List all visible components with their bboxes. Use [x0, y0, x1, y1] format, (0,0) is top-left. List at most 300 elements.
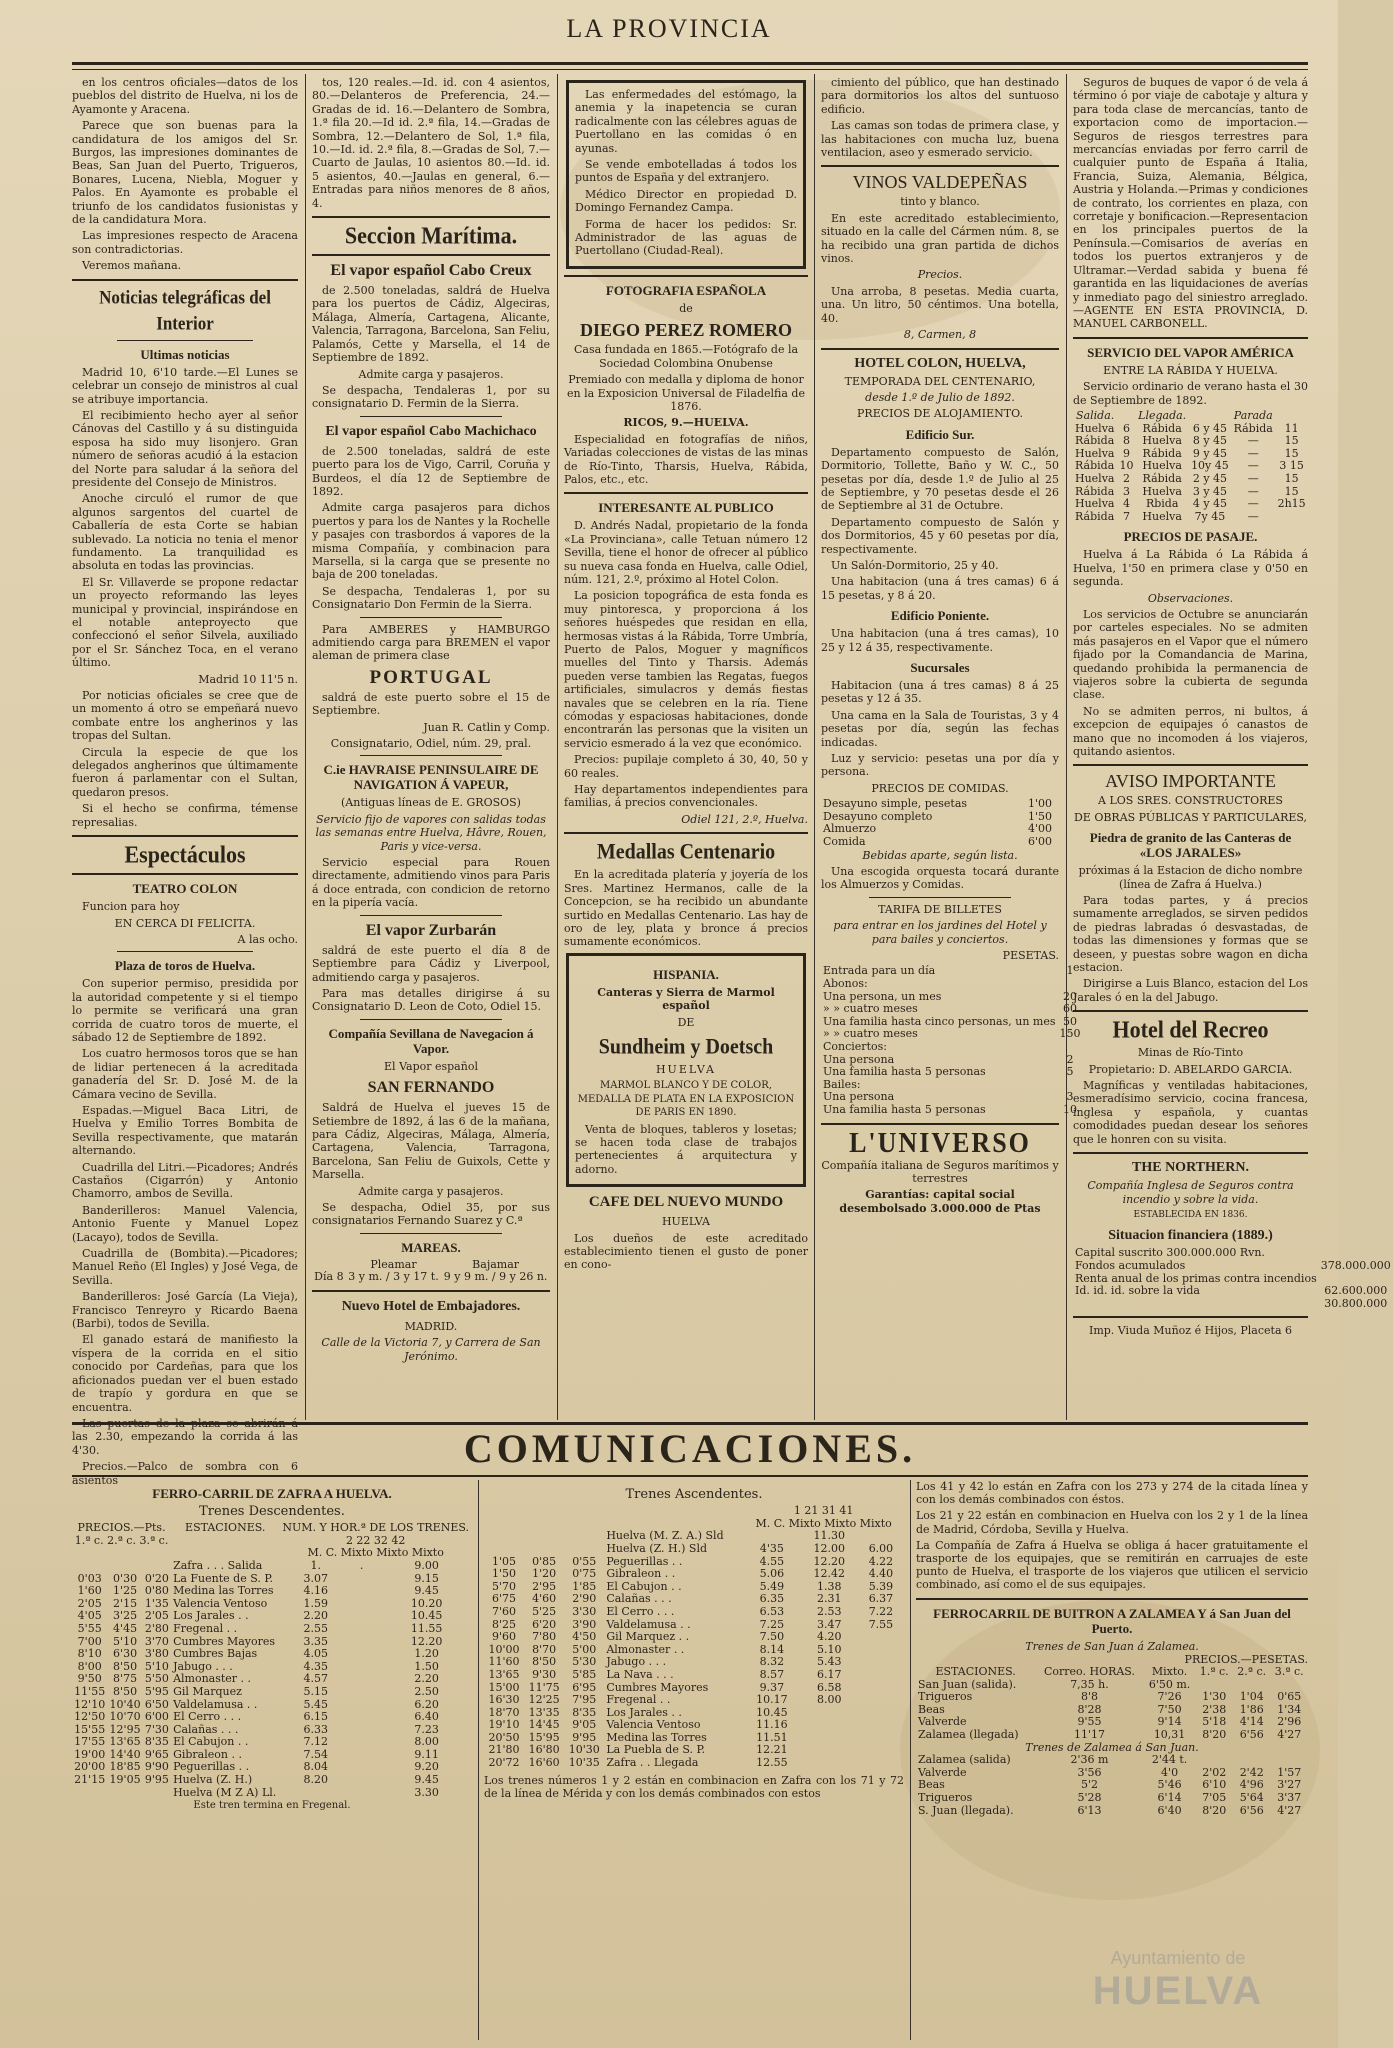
- ad-text: Los servicios de Octubre se anunciarán por carteles especiales. No se admiten más pasajeros en el Vapor que el número fijado por la Comandancia de Marina, quedando prohibida la permanencia de viajeros sobre la cubierta de segunda clase.: [1073, 607, 1308, 702]
- ad-text: Se vende embotelladas á todos los puntos de España y del extranjero.: [575, 158, 797, 185]
- ship-agent: Juan R. Catlin y Comp.: [423, 720, 550, 734]
- table-cell: La Nava . . .: [606, 1667, 674, 1681]
- table-cell: 6.17: [816, 1667, 842, 1681]
- printer-imprint: Imp. Viuda Muñoz é Hijos, Placeta 6: [1088, 1324, 1293, 1338]
- train-row: [916, 1729, 1308, 1742]
- table-cell: 3'80: [144, 1647, 169, 1661]
- table-cell: 8.04: [303, 1760, 328, 1774]
- table-cell: 7.12: [303, 1735, 328, 1749]
- table-cell: 18'70: [488, 1705, 520, 1719]
- table-cell: 15: [1284, 484, 1299, 498]
- ad-text: RICOS, 9.—HUELVA.: [623, 416, 749, 430]
- ad-text: Minas de Río-Tinto: [1137, 1046, 1244, 1060]
- table-cell: 9'60: [492, 1630, 517, 1644]
- table-cell: 9.20: [414, 1760, 439, 1774]
- table-cell: 7'05: [1202, 1790, 1227, 1804]
- table-cell: Rábida: [1142, 421, 1182, 435]
- table-cell: 6'30: [113, 1647, 138, 1661]
- table-cell: 6'14: [1157, 1790, 1182, 1804]
- ship-text: Servicio fijo de vapores con salidas todas las semanas entre Huelva, Hâvre, Rouen, Paris y vice-versa.: [315, 812, 547, 853]
- table-cell: [858, 1656, 904, 1669]
- section-rule: [1073, 337, 1308, 339]
- column-header: PRECIOS.—Pts.: [77, 1521, 166, 1535]
- ad-text: Compañía Inglesa de Seguros contra incendio y sobre la vida.: [1087, 1179, 1294, 1206]
- table-cell: Jabugo . . .: [173, 1659, 233, 1673]
- table-cell: —: [1247, 497, 1259, 511]
- table-cell: 7'50: [1157, 1702, 1182, 1716]
- table-cell: 9.37: [759, 1680, 785, 1694]
- table-cell: » » cuatro meses: [823, 1002, 918, 1016]
- zafra-ascending: [484, 1480, 904, 2040]
- table-cell: 10'35: [568, 1756, 600, 1770]
- ad-box: [566, 953, 806, 1187]
- table-cell: 8.20: [303, 1773, 328, 1787]
- ad-heading: CAFE DEL NUEVO MUNDO: [588, 1194, 784, 1211]
- table-cell: 5.10: [816, 1642, 842, 1656]
- table-cell: 6'40: [1157, 1803, 1182, 1817]
- table-cell: 2'38: [1202, 1702, 1227, 1716]
- ad-text: Los dueños de este acreditado establecimiento tienen el gusto de poner en cono-: [564, 1231, 808, 1272]
- column-header: Salida.: [1076, 408, 1115, 422]
- table-cell: La Fuente de S. P.: [173, 1571, 274, 1585]
- telegram-text: El Sr. Villaverde se propone redactar un proyecto reformando las leyes municipal y provincial, inspirándose en el notable anteproyecto que confeccionó el señor Silvela, auxiliado por el Sr. Sánchez Toca, en el verano último.: [72, 575, 298, 670]
- theatre-title: EN CERCA DI FELICITA.: [114, 916, 256, 930]
- ad-heading: VINOS VALDEPEÑAS: [852, 172, 1028, 193]
- railway-subtitle: Trenes Descendentes.: [199, 1504, 345, 1519]
- table-cell: Almonaster . .: [606, 1642, 685, 1656]
- table-cell: 1.38: [816, 1579, 842, 1593]
- table-cell: 15: [1284, 446, 1299, 460]
- table-cell: 1'57: [1277, 1765, 1302, 1779]
- column-header: M. C. Mixto Mixto Mixto: [307, 1546, 444, 1560]
- table-cell: 4 y 45: [1192, 497, 1228, 511]
- column-header: 1.ª c.: [1199, 1665, 1229, 1679]
- ship-text: Se despacha, Odiel 35, por sus consignatarios Fernando Suarez y C.ª: [312, 1200, 550, 1228]
- table-cell: 13'65: [488, 1667, 520, 1681]
- train-row: [916, 1792, 1308, 1805]
- table-cell: Fregenal . .: [173, 1621, 238, 1635]
- table-cell: 2.31: [816, 1592, 842, 1606]
- meal-row: [821, 798, 1059, 811]
- table-cell: —: [1247, 509, 1259, 523]
- table-cell: [107, 1560, 142, 1573]
- article-text: Veremos mañana.: [82, 259, 182, 273]
- train-row: [72, 1787, 472, 1800]
- table-cell: 9'95: [144, 1773, 169, 1787]
- table-cell: 9.45: [414, 1584, 439, 1598]
- ad-text: Servicio ordinario de verano hasta el 30 de Septiembre de 1892.: [1073, 380, 1308, 407]
- telegram-text: El recibimiento hecho ayer al señor Cánovas del Castillo y á su distinguida esposa ha sido muy lisonjero. Gran número de señoras acudió á la estacion del Norte para saludar á la señora del presidente del Consejo de Ministros.: [72, 408, 298, 489]
- ship-agent: Consignatario, Odiel, núm. 29, pral.: [330, 737, 532, 751]
- table-cell: [371, 1636, 381, 1649]
- column-header: 1.ª c. 2.ª c. 3.ª c.: [74, 1533, 169, 1547]
- section-rule: [821, 348, 1059, 350]
- table-cell: 4.55: [759, 1554, 785, 1568]
- table-cell: 7.50: [759, 1630, 785, 1644]
- table-cell: 10'70: [109, 1710, 141, 1724]
- table-cell: 12'50: [74, 1710, 106, 1724]
- table-cell: 7.23: [414, 1722, 439, 1736]
- table-cell: [279, 1787, 352, 1800]
- table-cell: [524, 1543, 564, 1556]
- table-cell: 6'00: [1028, 835, 1053, 849]
- table-cell: 12.55: [756, 1756, 788, 1770]
- table-cell: 4.57: [303, 1672, 328, 1686]
- table-cell: 1'05: [492, 1554, 517, 1568]
- train-row: [484, 1694, 904, 1707]
- table-cell: Conciertos:: [823, 1040, 887, 1054]
- table-cell: Medina las Torres: [606, 1730, 707, 1744]
- ad-text: Hay departamentos independientes para familias, á precios convencionales.: [564, 783, 808, 810]
- table-cell: 4.05: [303, 1647, 328, 1661]
- table-cell: [371, 1610, 381, 1623]
- ticket-row: [821, 1104, 1083, 1117]
- table-cell: 4'27: [1277, 1803, 1302, 1817]
- ad-text: de: [679, 301, 693, 315]
- table-cell: 19'00: [74, 1747, 106, 1761]
- ad-subheading: PRECIOS DE PASAJE.: [1123, 529, 1258, 545]
- table-cell: [858, 1669, 904, 1682]
- bullring-text: Banderilleros: José García (La Vieja), Francisco Tenreyro y Ricardo Baena (Barbi), todos de Sevilla.: [72, 1290, 298, 1331]
- table-cell: 12.42: [813, 1567, 845, 1581]
- table-cell: —: [1247, 434, 1259, 448]
- table-cell: .: [359, 1558, 364, 1572]
- separator: [360, 617, 503, 618]
- bullring-text: Espadas.—Miguel Baca Litri, de Huelva y Emilio Torres Bombita de Sevilla respectivamente, que matarán alternando.: [72, 1103, 298, 1158]
- table-cell: 12.21: [756, 1743, 788, 1757]
- train-row: [72, 1648, 472, 1661]
- table-cell: 8.32: [759, 1655, 785, 1669]
- watermark-text: HUELVA: [1092, 1969, 1264, 2013]
- table-cell: [858, 1732, 904, 1745]
- table-cell: 2'05: [77, 1596, 102, 1610]
- table-cell: 10y 45: [1191, 459, 1229, 473]
- table-cell: 5'95: [144, 1684, 169, 1698]
- separator: [117, 340, 253, 341]
- table-cell: Renta anual de los primas contra incendios: [1075, 1271, 1317, 1285]
- telegram-text: Anoche circuló el rumor de que algunos sargentos del cuartel de Caballería de esta Corte se habian sublevado. La noticia no tenia el menor fundamento. La tranquilidad es absoluta en todas las provincias.: [72, 492, 298, 573]
- table-cell: 19'10: [488, 1718, 520, 1732]
- section-rule: [1073, 1316, 1308, 1318]
- table-cell: 5'25: [532, 1604, 557, 1618]
- table-cell: [1073, 1298, 1319, 1311]
- ferry-row: [1073, 511, 1308, 524]
- table-cell: 3.47: [816, 1617, 842, 1631]
- table-cell: 8.57: [759, 1667, 785, 1681]
- train-note: Los 21 y 22 están en combinacion en Huelva con los 2 y 1 de la línea de Madrid, Córdoba, Sevilla y Huelva.: [916, 1509, 1308, 1536]
- bullring-text: El ganado estará de manifiesto la víspera de la corrida en el sitio conocido por Cardeñas, para que los aficionados puedan ver el buen estado de trapío y gordura en que se encuentra.: [72, 1333, 298, 1414]
- table-cell: El Cerro . . .: [173, 1710, 242, 1724]
- table-cell: 9 y 45: [1192, 446, 1228, 460]
- section-rule: [821, 1123, 1059, 1125]
- table-cell: 1'60: [77, 1584, 102, 1598]
- table-cell: Rábida: [1075, 459, 1115, 473]
- table-cell: Id. id. id. sobre la vida: [1075, 1284, 1200, 1298]
- ad-text: DE OBRAS PÚBLICAS Y PARTICULARES,: [1073, 810, 1308, 824]
- table-cell: 2.20: [414, 1672, 439, 1686]
- table-cell: Gil Marquez: [173, 1684, 242, 1698]
- ship-text: Para mas detalles dirigirse á su Consignatario D. Leon de Coto, Odiel 15.: [312, 986, 550, 1014]
- section-rule: [564, 492, 808, 494]
- table-cell: Rbida: [1145, 497, 1179, 511]
- table-cell: 1'30: [1202, 1690, 1227, 1704]
- train-row: [484, 1606, 904, 1619]
- ad-text: Departamento compuesto de Salón y dos Dormitorios, 45 y 60 pesetas por día, respectivamente.: [821, 515, 1059, 556]
- ship-heading: C.ie HAVRAISE PENINSULAIRE DE NAVIGATION Á VAPEUR,: [323, 762, 539, 793]
- table-cell: [371, 1648, 381, 1661]
- table-cell: 12'25: [528, 1693, 560, 1707]
- table-cell: 8.00: [816, 1693, 842, 1707]
- table-cell: 6'20: [532, 1617, 557, 1631]
- table-cell: [352, 1648, 371, 1661]
- table-cell: S. Juan (llegada).: [918, 1803, 1014, 1817]
- ship-text: Admite carga pasajeros para dichos puertos y para los de Nantes y la Rochelle y pasajes con trasbordos á vapores de la misma Compañía, y combinacion para Marsella, si la carga que se presente no baja de 200 toneladas.: [312, 501, 550, 582]
- table-cell: 1.: [310, 1558, 321, 1572]
- section-rule: [72, 873, 298, 875]
- table-cell: 6: [1122, 421, 1130, 435]
- table-cell: 2'36 m: [1070, 1753, 1109, 1767]
- table-cell: Calañas . . .: [606, 1592, 672, 1606]
- table-cell: 4'35: [759, 1541, 784, 1555]
- table-cell: Cumbres Bajas: [173, 1647, 258, 1661]
- ad-text: PRECIOS DE ALOJAMIENTO.: [857, 407, 1023, 421]
- table-cell: 8'10: [77, 1647, 102, 1661]
- table-cell: 11.16: [756, 1718, 788, 1732]
- table-cell: 60: [1063, 1002, 1077, 1016]
- table-cell: 1'34: [1277, 1702, 1302, 1716]
- table-cell: 6.40: [414, 1710, 439, 1724]
- table-cell: 2'95: [532, 1579, 557, 1593]
- table-cell: 0'85: [532, 1554, 557, 1568]
- column-header: ESTACIONES.: [185, 1521, 266, 1535]
- table-cell: Huelva: [1142, 509, 1182, 523]
- table-cell: [1195, 1754, 1232, 1767]
- table-cell: 2'15: [113, 1596, 138, 1610]
- section-rule: [312, 254, 550, 256]
- bullring-text: Las puertas de la plaza se abrirán á las 2.30, empezando la corrida á las 4'30.: [72, 1416, 298, 1457]
- table-cell: 3'37: [1277, 1790, 1302, 1804]
- watermark-text: Ayuntamiento de: [1110, 1948, 1246, 1968]
- table-cell: Cumbres Mayores: [173, 1634, 276, 1648]
- table-cell: 2.20: [303, 1609, 328, 1623]
- ferry-row: [1073, 473, 1308, 486]
- table-cell: 7'80: [532, 1630, 557, 1644]
- table-cell: 3 y 45: [1192, 484, 1228, 498]
- table-cell: 5'2: [1080, 1778, 1098, 1792]
- section-rule: [1073, 1010, 1308, 1012]
- table-cell: 4'05: [77, 1609, 102, 1623]
- table-cell: 1.20: [414, 1647, 439, 1661]
- ad-text: Compañía italiana de Seguros marítimos y terrestres: [821, 1158, 1059, 1185]
- table-cell: 8'20: [1202, 1803, 1227, 1817]
- ad-text: Departamento compuesto de Salón, Dormitorio, Tollette, Baño y W. C., 50 pesetas por día, desde 1.º de Julio al 25 de Septiembre, y 70 pesetas desde el 26 de Septiembre al 31 de Octubre.: [821, 445, 1059, 513]
- section-rule: [312, 216, 550, 218]
- ferry-header-row: [1073, 410, 1308, 423]
- table-cell: 15'95: [528, 1730, 560, 1744]
- table-cell: 1'50: [1028, 809, 1053, 823]
- table-cell: Rábida: [1233, 421, 1273, 435]
- table-cell: 5.06: [759, 1567, 785, 1581]
- ad-text: PESETAS.: [1002, 949, 1059, 963]
- table-cell: [72, 1560, 107, 1573]
- table-cell: 1: [1066, 964, 1074, 978]
- table-cell: Rábida: [1142, 471, 1182, 485]
- bullring-heading: Plaza de toros de Huelva.: [114, 958, 256, 974]
- table-cell: 21'80: [488, 1743, 520, 1757]
- table-cell: [371, 1585, 381, 1598]
- train-table: [916, 1666, 1308, 1817]
- table-cell: 12'10: [74, 1697, 106, 1711]
- table-cell: 6 y 45: [1192, 421, 1228, 435]
- table-cell: 8: [1122, 434, 1130, 448]
- table-cell: 1.59: [303, 1596, 328, 1610]
- ship-text: Para AMBERES y HAMBURGO admitiendo carga para BREMEN el vapor aleman de primera clase: [312, 622, 550, 663]
- table-cell: 9.45: [414, 1773, 439, 1787]
- table-cell: [352, 1749, 371, 1762]
- table-cell: 9'14: [1157, 1715, 1182, 1729]
- table-cell: 62.600.000: [1324, 1284, 1388, 1298]
- ticket-row: [821, 1066, 1083, 1079]
- table-cell: Gil Marquez . .: [606, 1630, 690, 1644]
- table-cell: 19'05: [109, 1773, 141, 1787]
- column-rule: [305, 74, 306, 1420]
- ad-heading: TARIFA DE BILLETES: [878, 902, 1002, 916]
- table-cell: [371, 1573, 381, 1586]
- ad-text: Una habitacion (una á tres camas) 6 á 15 pesetas, y 8 á 20.: [821, 575, 1059, 602]
- table-cell: [858, 1744, 904, 1757]
- ship-text: de 2.500 toneladas, saldrá de este puerto para los de Vigo, Carril, Coruña y Burdeos, el día 12 de Septiembre de 1892.: [312, 444, 550, 498]
- table-cell: [352, 1585, 371, 1598]
- table-cell: 3'56: [1077, 1765, 1102, 1779]
- column-2: [312, 76, 550, 1418]
- table-cell: 20'72: [488, 1756, 520, 1770]
- table-cell: 2'02: [1202, 1765, 1227, 1779]
- article-text: Las impresiones respecto de Aracena son contradictorias.: [72, 229, 298, 256]
- top-rule: [72, 62, 1308, 70]
- column-header: NUM. Y HOR.ª DE LOS TRENES.: [282, 1521, 470, 1535]
- table-cell: 9'65: [144, 1747, 169, 1761]
- ad-text: Luz y servicio: pesetas una por día y persona.: [821, 752, 1059, 779]
- section-rule: [1073, 1152, 1308, 1154]
- train-row: [72, 1711, 472, 1724]
- ad-text: ESTABLECIDA EN 1836.: [1133, 1209, 1248, 1220]
- table-cell: 9'05: [572, 1718, 597, 1732]
- table-cell: 4'96: [1239, 1778, 1264, 1792]
- table-cell: 20'00: [74, 1760, 106, 1774]
- ship-heading: PORTUGAL: [369, 666, 493, 688]
- table-cell: Valverde: [918, 1765, 967, 1779]
- train-row: [916, 1691, 1308, 1704]
- table-cell: Comida: [823, 835, 866, 849]
- table-cell: 150: [1059, 1027, 1081, 1041]
- table-cell: 2'80: [144, 1621, 169, 1635]
- table-cell: 0'65: [1277, 1690, 1302, 1704]
- ad-text: Canteras y Sierra de Marmol español: [597, 985, 775, 1013]
- table-cell: [371, 1686, 381, 1699]
- telegram-text: Madrid 10, 6'10 tarde.—El Lunes se celebrar un consejo de ministros al cual se atribuye importancia.: [72, 365, 298, 406]
- table-cell: Trigueros: [918, 1790, 973, 1804]
- table-cell: 3: [1066, 1090, 1074, 1104]
- ship-text: Servicio especial para Rouen directamente, admitiendo vinos para Paris á doce entrada, con condicion de retorno en la pipería vacía.: [312, 856, 550, 910]
- table-cell: 8'50: [113, 1684, 138, 1698]
- table-cell: 15: [1284, 434, 1299, 448]
- ad-text: Para todas partes, y á precios sumamente arreglados, se sirven pedidos de piedras labradas ó desvastadas, de todas las dimensiones y formas que se deseen, y puestas sobre wagon en dicha estacion.: [1073, 894, 1308, 975]
- table-cell: [352, 1636, 371, 1649]
- ad-text: Precios.: [917, 268, 963, 282]
- ship-text: de 2.500 toneladas, saldrá de Huelva para los puertos de Cádiz, Algeciras, Málaga, Almería, Cartagena, Alicante, Valencia, Tarragona, Barcelona, San Feliu, Palamós, Cette y Marsella, el 14 de Septiembre de 1892.: [312, 284, 550, 365]
- train-row: [72, 1623, 472, 1636]
- hotel-address: Calle de la Victoria 7, y Carrera de San Jerónimo.: [321, 1336, 541, 1363]
- table-cell: 9'50: [77, 1672, 102, 1686]
- table-cell: 1'20: [532, 1567, 557, 1581]
- train-row: [484, 1631, 904, 1644]
- section-rule: [564, 832, 808, 834]
- ship-heading: El vapor español Cabo Machichaco: [325, 423, 537, 439]
- table-cell: 6'95: [572, 1680, 597, 1694]
- table-cell: Capital suscrito 300.000.000 Rvn.: [1075, 1246, 1265, 1260]
- table-cell: 16'60: [528, 1756, 560, 1770]
- ad-text: MARMOL BLANCO Y DE COLOR, MEDALLA DE PLATA EN LA EXPOSICION DE PARIS EN 1890.: [577, 1080, 795, 1119]
- table-cell: 7.54: [303, 1747, 328, 1761]
- ticket-row: [821, 978, 1083, 991]
- table-cell: 5'64: [1239, 1790, 1264, 1804]
- table-cell: 6.37: [868, 1592, 894, 1606]
- section-rule: [564, 275, 808, 277]
- table-cell: Valdelamusa . .: [606, 1617, 691, 1631]
- table-cell: Rábida: [1142, 446, 1182, 460]
- table-cell: 5'46: [1157, 1778, 1182, 1792]
- ad-text: La posicion topográfica de esta fonda es muy pintoresca, y proporciona á los señores huéspedes que residan en ella, hermosas vistas á la Rábida, Torre Umbría, Puerto de Palos, Moguer y magníficos muelles del Tinto y Tharsis. Además pueden verse tambien las Regatas, fuegos artificiales, simulacros y demás fiestas navales que se celebren en la ría. Tiene cómodas y espaciosas habitaciones, donde encontrarán las personas que la visiten un servicio esmerado á la vez que económico.: [564, 589, 808, 750]
- table-cell: 7.25: [759, 1617, 785, 1631]
- table-cell: 11.51: [756, 1730, 788, 1744]
- table-cell: 2h15: [1277, 497, 1306, 511]
- separator: [360, 416, 503, 417]
- table-cell: 6'10: [1202, 1778, 1227, 1792]
- table-cell: 12.20: [813, 1554, 845, 1568]
- tides-heading: MAREAS.: [401, 1239, 461, 1255]
- column-header: Correo. HORAS.: [1043, 1665, 1135, 1679]
- table-cell: Huelva: [1142, 459, 1182, 473]
- separator: [360, 1233, 503, 1234]
- table-cell: 3.07: [303, 1571, 328, 1585]
- table-cell: 10'00: [488, 1642, 520, 1656]
- tides-col: Pleamar: [370, 1257, 417, 1271]
- table-cell: 5.15: [303, 1684, 328, 1698]
- table-cell: Los Jarales . .: [173, 1609, 249, 1623]
- separator: [360, 915, 503, 916]
- ad-text: Magníficas y ventiladas habitaciones, esmeradísimo servicio, cocina francesa, inglesa y española, y cuantas comodidades puedan desear los señores que le honren con su visita.: [1073, 1079, 1308, 1146]
- table-cell: [1270, 1754, 1308, 1767]
- hotel-city: MADRID.: [404, 1319, 458, 1333]
- separator: [869, 897, 1012, 898]
- table-cell: [524, 1530, 564, 1543]
- meal-row: [821, 836, 1059, 849]
- table-cell: Desayuno simple, pesetas: [823, 797, 968, 811]
- ad-text: 8, Carmen, 8: [903, 328, 977, 342]
- table-cell: 3'27: [1277, 1778, 1302, 1792]
- table-cell: 4'14: [1239, 1715, 1264, 1729]
- column-3: [564, 76, 808, 1418]
- table-cell: 9'55: [1077, 1715, 1102, 1729]
- table-cell: 0'20: [144, 1571, 169, 1585]
- table-cell: 17'55: [74, 1735, 106, 1749]
- table-cell: [371, 1623, 381, 1636]
- table-cell: [371, 1661, 381, 1674]
- ad-text: Observaciones.: [1147, 591, 1234, 605]
- table-cell: 2'05: [144, 1609, 169, 1623]
- table-cell: Medina las Torres: [173, 1584, 274, 1598]
- table-cell: San Juan (salida).: [918, 1677, 1017, 1691]
